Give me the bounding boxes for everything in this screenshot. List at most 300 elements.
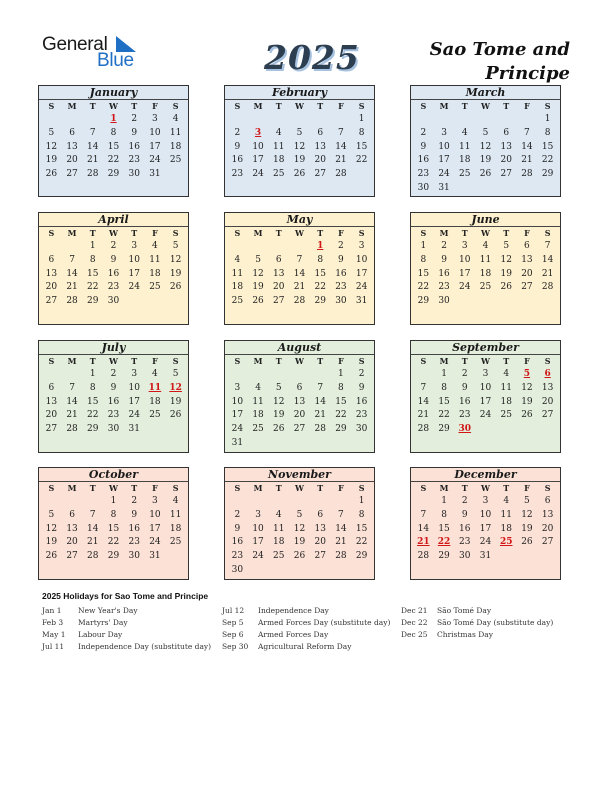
month-days-grid: [39, 482, 188, 564]
empty-day-cell: [268, 240, 289, 254]
day-cell: 11: [252, 396, 264, 407]
day-cell: 18: [252, 410, 264, 421]
holiday-day-cell: 25: [499, 537, 513, 548]
weekday-header: S: [48, 228, 55, 238]
weekday-header: T: [131, 483, 138, 493]
weekday-header: S: [234, 356, 241, 366]
day-cell: 5: [48, 127, 55, 138]
day-cell: 16: [231, 537, 244, 548]
day-cell: 8: [420, 254, 427, 265]
weekday-header: S: [420, 101, 427, 111]
day-cell: 30: [231, 564, 244, 575]
day-cell: 26: [500, 282, 512, 293]
holiday-date: Dec 25: [401, 630, 428, 639]
month-days-grid: [411, 355, 560, 437]
empty-day-cell: [82, 495, 103, 509]
weekday-header: T: [131, 101, 138, 111]
day-cell: 20: [45, 282, 58, 293]
holiday-name: Armed Forces Day: [258, 630, 329, 639]
day-cell: 11: [500, 509, 512, 520]
day-cell: 23: [107, 282, 120, 293]
weekday-header: M: [439, 483, 449, 493]
day-cell: 10: [128, 382, 140, 393]
day-cell: 2: [441, 241, 447, 251]
weekday-header: T: [89, 483, 96, 493]
empty-day-cell: [496, 550, 517, 564]
day-cell: 28: [66, 296, 78, 307]
empty-day-cell: [517, 182, 538, 196]
month-days-grid: [225, 482, 374, 578]
holiday-date: Jul 12: [222, 606, 245, 615]
empty-day-cell: [454, 295, 475, 309]
day-cell: 6: [69, 509, 75, 520]
day-cell: 2: [358, 369, 365, 379]
day-cell: 8: [441, 382, 447, 393]
day-cell: 19: [479, 155, 492, 166]
day-cell: 18: [273, 155, 285, 166]
day-cell: 14: [87, 523, 99, 534]
day-cell: 31: [438, 182, 450, 193]
day-cell: 16: [417, 155, 430, 166]
weekday-header: S: [358, 356, 365, 366]
weekday-header: S: [544, 356, 551, 366]
holiday-date: Feb 3: [42, 618, 64, 627]
day-cell: 31: [149, 551, 161, 562]
empty-day-cell: [82, 113, 103, 127]
generalblue-logo: [42, 34, 142, 74]
day-cell: 14: [66, 396, 78, 407]
day-cell: 5: [48, 509, 55, 520]
empty-day-cell: [413, 368, 434, 382]
empty-day-cell: [41, 113, 62, 127]
day-cell: 29: [107, 169, 120, 180]
day-cell: 15: [355, 523, 368, 534]
day-cell: 19: [500, 268, 512, 279]
weekday-header: W: [109, 228, 118, 238]
day-cell: 29: [355, 551, 368, 562]
day-cell: 9: [110, 382, 117, 393]
day-cell: 3: [441, 127, 447, 138]
day-cell: 11: [149, 254, 161, 265]
day-cell: 28: [66, 424, 78, 435]
month-may: [224, 212, 375, 325]
empty-day-cell: [62, 368, 83, 382]
weekday-header: M: [67, 228, 77, 238]
weekday-header: M: [67, 483, 77, 493]
weekday-header: S: [358, 483, 365, 493]
weekday-header: T: [275, 101, 282, 111]
day-cell: 15: [314, 268, 326, 279]
day-cell: 6: [544, 496, 551, 506]
day-cell: 6: [296, 382, 303, 393]
day-cell: 17: [128, 396, 140, 407]
empty-day-cell: [62, 113, 83, 127]
day-cell: 8: [358, 509, 365, 520]
day-cell: 17: [252, 155, 264, 166]
holidays-title: 2025 Holidays for Sao Tome and Principe: [42, 591, 209, 601]
day-cell: 21: [521, 155, 533, 166]
day-cell: 8: [110, 127, 117, 138]
day-cell: 23: [107, 410, 120, 421]
day-cell: 2: [461, 496, 468, 506]
day-cell: 24: [149, 537, 161, 548]
day-cell: 23: [438, 282, 450, 293]
holiday-name: São Tomé Day (substitute day): [437, 618, 554, 627]
day-cell: 4: [503, 496, 510, 506]
empty-day-cell: [268, 495, 289, 509]
weekday-header: F: [338, 228, 344, 238]
weekday-header: S: [172, 356, 179, 366]
day-cell: 21: [66, 410, 78, 421]
empty-day-cell: [310, 564, 331, 578]
day-cell: 15: [438, 396, 450, 407]
day-cell: 29: [541, 169, 554, 180]
empty-day-cell: [454, 113, 475, 127]
day-cell: 13: [66, 141, 78, 152]
empty-day-cell: [496, 113, 517, 127]
day-cell: 20: [66, 537, 78, 548]
day-cell: 17: [252, 537, 264, 548]
day-cell: 24: [252, 169, 264, 180]
day-cell: 11: [459, 141, 471, 152]
holiday-date: Jan 1: [42, 606, 62, 615]
empty-day-cell: [248, 113, 269, 127]
day-cell: 8: [358, 127, 365, 138]
weekday-header: W: [481, 228, 490, 238]
day-cell: 4: [255, 382, 261, 393]
empty-day-cell: [268, 564, 289, 578]
day-cell: 16: [128, 523, 140, 534]
day-cell: 27: [273, 296, 285, 307]
day-cell: 19: [169, 268, 182, 279]
empty-day-cell: [537, 423, 558, 437]
day-cell: 23: [417, 169, 430, 180]
day-cell: 18: [149, 268, 161, 279]
day-cell: 14: [66, 268, 78, 279]
empty-day-cell: [496, 182, 517, 196]
day-cell: 17: [149, 523, 161, 534]
weekday-header: S: [358, 228, 365, 238]
day-cell: 27: [66, 169, 78, 180]
weekday-header: T: [461, 228, 468, 238]
day-cell: 5: [255, 254, 261, 265]
month-october: [38, 467, 189, 580]
day-cell: 11: [500, 382, 512, 393]
day-cell: 15: [87, 396, 99, 407]
day-cell: 6: [69, 127, 75, 138]
day-cell: 7: [89, 127, 96, 138]
day-cell: 4: [461, 127, 468, 138]
day-cell: 2: [420, 127, 427, 138]
day-cell: 19: [293, 155, 306, 166]
day-cell: 28: [87, 169, 99, 180]
day-cell: 13: [273, 268, 285, 279]
day-cell: 7: [296, 254, 303, 265]
weekday-header: F: [524, 228, 530, 238]
day-cell: 27: [45, 296, 58, 307]
empty-day-cell: [310, 113, 331, 127]
day-cell: 28: [541, 282, 554, 293]
month-march: [410, 85, 561, 197]
empty-day-cell: [289, 564, 310, 578]
month-days-grid: [225, 227, 374, 309]
day-cell: 30: [417, 182, 430, 193]
day-cell: 21: [335, 537, 347, 548]
weekday-header: M: [253, 101, 263, 111]
day-cell: 21: [314, 410, 326, 421]
day-cell: 30: [438, 296, 450, 307]
empty-day-cell: [165, 423, 186, 437]
day-cell: 13: [293, 396, 306, 407]
day-cell: 25: [231, 296, 244, 307]
day-cell: 27: [314, 551, 326, 562]
empty-day-cell: [475, 423, 496, 437]
day-cell: 2: [131, 114, 138, 124]
day-cell: 13: [521, 254, 533, 265]
day-cell: 2: [110, 241, 117, 251]
day-cell: 23: [459, 410, 471, 421]
day-cell: 31: [355, 296, 368, 307]
day-cell: 21: [87, 537, 99, 548]
day-cell: 3: [234, 382, 241, 393]
empty-day-cell: [227, 368, 248, 382]
empty-day-cell: [248, 437, 269, 451]
day-cell: 13: [66, 523, 78, 534]
day-cell: 25: [149, 282, 161, 293]
empty-day-cell: [248, 495, 269, 509]
month-days-grid: [411, 482, 560, 564]
day-cell: 2: [461, 369, 468, 379]
day-cell: 4: [152, 369, 158, 379]
empty-day-cell: [496, 423, 517, 437]
day-cell: 23: [231, 551, 244, 562]
day-cell: 15: [107, 141, 120, 152]
day-cell: 26: [45, 551, 58, 562]
weekday-header: W: [481, 483, 490, 493]
day-cell: 12: [293, 523, 306, 534]
day-cell: 12: [500, 254, 512, 265]
weekday-header: F: [152, 483, 158, 493]
empty-day-cell: [227, 495, 248, 509]
holiday-date: Sep 6: [222, 630, 244, 639]
day-cell: 21: [335, 155, 347, 166]
weekday-header: S: [544, 228, 551, 238]
day-cell: 6: [48, 382, 55, 393]
day-cell: 7: [69, 382, 75, 393]
day-cell: 14: [293, 268, 306, 279]
empty-day-cell: [268, 113, 289, 127]
weekday-header: F: [524, 483, 530, 493]
weekday-header: S: [172, 101, 179, 111]
day-cell: 26: [293, 551, 306, 562]
holiday-day-cell: 3: [254, 127, 262, 138]
day-cell: 15: [107, 523, 120, 534]
empty-day-cell: [331, 437, 352, 451]
day-cell: 5: [296, 127, 303, 138]
day-cell: 13: [541, 509, 554, 520]
weekday-header: S: [544, 101, 551, 111]
logo-word-blue: Blue: [97, 50, 134, 71]
holiday-row: [222, 617, 402, 629]
day-cell: 29: [335, 424, 347, 435]
day-cell: 10: [459, 254, 471, 265]
day-cell: 7: [317, 382, 324, 393]
weekday-header: T: [317, 483, 324, 493]
holiday-row: [401, 629, 581, 641]
day-cell: 1: [110, 496, 117, 506]
month-title: January: [39, 86, 188, 100]
empty-day-cell: [310, 437, 331, 451]
day-cell: 10: [128, 254, 140, 265]
day-cell: 4: [482, 241, 489, 251]
holiday-row: [401, 617, 581, 629]
day-cell: 30: [107, 424, 120, 435]
day-cell: 10: [149, 127, 161, 138]
day-cell: 29: [314, 296, 326, 307]
day-cell: 27: [500, 169, 512, 180]
day-cell: 18: [149, 396, 161, 407]
day-cell: 4: [234, 254, 241, 265]
day-cell: 7: [69, 254, 75, 265]
empty-day-cell: [248, 368, 269, 382]
empty-day-cell: [310, 495, 331, 509]
day-cell: 19: [273, 410, 285, 421]
weekday-header: W: [481, 101, 490, 111]
day-cell: 18: [231, 282, 244, 293]
holiday-row: [222, 605, 402, 617]
holiday-date: Dec 21: [401, 606, 428, 615]
day-cell: 23: [128, 155, 140, 166]
empty-day-cell: [289, 495, 310, 509]
day-cell: 9: [110, 254, 117, 265]
day-cell: 6: [48, 254, 55, 265]
day-cell: 23: [355, 410, 368, 421]
day-cell: 20: [273, 282, 285, 293]
holiday-row: [222, 641, 402, 653]
month-title: September: [411, 341, 560, 355]
empty-day-cell: [351, 564, 372, 578]
empty-day-cell: [124, 295, 145, 309]
day-cell: 1: [358, 114, 365, 124]
holiday-row: [42, 641, 222, 653]
weekday-header: W: [295, 228, 304, 238]
day-cell: 16: [107, 396, 120, 407]
day-cell: 15: [417, 268, 430, 279]
day-cell: 1: [544, 114, 551, 124]
day-cell: 7: [420, 382, 427, 393]
weekday-header: T: [461, 101, 468, 111]
day-cell: 19: [252, 282, 264, 293]
empty-day-cell: [41, 240, 62, 254]
day-cell: 12: [479, 141, 492, 152]
empty-day-cell: [331, 113, 352, 127]
holiday-date: Sep 30: [222, 642, 249, 651]
day-cell: 20: [500, 155, 512, 166]
weekday-header: W: [109, 483, 118, 493]
day-cell: 24: [252, 551, 264, 562]
day-cell: 16: [107, 268, 120, 279]
month-december: [410, 467, 561, 580]
day-cell: 28: [335, 169, 347, 180]
month-february: [224, 85, 375, 197]
day-cell: 24: [479, 537, 492, 548]
day-cell: 1: [420, 241, 427, 251]
weekday-header: S: [234, 483, 241, 493]
day-cell: 16: [335, 268, 347, 279]
month-title: December: [411, 468, 560, 482]
empty-day-cell: [227, 113, 248, 127]
day-cell: 19: [293, 537, 306, 548]
country-line-2: Principe: [485, 63, 570, 84]
day-cell: 22: [107, 537, 120, 548]
day-cell: 25: [273, 551, 285, 562]
day-cell: 20: [293, 410, 306, 421]
weekday-header: S: [48, 101, 55, 111]
weekday-header: F: [152, 228, 158, 238]
holiday-row: [42, 617, 222, 629]
day-cell: 24: [459, 282, 471, 293]
weekday-header: S: [48, 483, 55, 493]
day-cell: 19: [45, 537, 58, 548]
day-cell: 9: [358, 382, 365, 393]
day-cell: 12: [293, 141, 306, 152]
empty-day-cell: [165, 168, 186, 182]
day-cell: 12: [521, 382, 533, 393]
day-cell: 28: [314, 424, 326, 435]
day-cell: 17: [128, 268, 140, 279]
empty-day-cell: [331, 495, 352, 509]
holiday-date: Jul 11: [42, 642, 65, 651]
day-cell: 19: [45, 155, 58, 166]
day-cell: 31: [149, 169, 161, 180]
day-cell: 14: [521, 141, 533, 152]
day-cell: 20: [521, 268, 533, 279]
weekday-header: F: [524, 101, 530, 111]
day-cell: 13: [541, 382, 554, 393]
day-cell: 1: [338, 369, 344, 379]
day-cell: 9: [131, 509, 138, 520]
weekday-header: M: [253, 483, 263, 493]
empty-day-cell: [41, 368, 62, 382]
weekday-header: T: [317, 228, 324, 238]
day-cell: 11: [479, 254, 492, 265]
empty-day-cell: [145, 423, 166, 437]
day-cell: 28: [293, 296, 306, 307]
day-cell: 17: [438, 155, 450, 166]
holiday-name: Martyrs' Day: [78, 618, 128, 627]
day-cell: 11: [273, 141, 285, 152]
month-july: [38, 340, 189, 453]
empty-day-cell: [517, 295, 538, 309]
weekday-header: S: [172, 228, 179, 238]
day-cell: 20: [314, 537, 326, 548]
month-november: [224, 467, 375, 580]
day-cell: 5: [524, 496, 530, 506]
day-cell: 12: [252, 268, 264, 279]
weekday-header: T: [503, 483, 510, 493]
day-cell: 11: [231, 268, 244, 279]
empty-day-cell: [537, 182, 558, 196]
weekday-header: M: [439, 356, 449, 366]
holiday-name: Independence Day: [258, 606, 329, 615]
day-cell: 14: [335, 523, 347, 534]
empty-day-cell: [248, 564, 269, 578]
month-january: [38, 85, 189, 197]
day-cell: 11: [273, 523, 285, 534]
day-cell: 15: [335, 396, 347, 407]
holiday-day-cell: 1: [110, 114, 117, 124]
day-cell: 20: [314, 155, 326, 166]
